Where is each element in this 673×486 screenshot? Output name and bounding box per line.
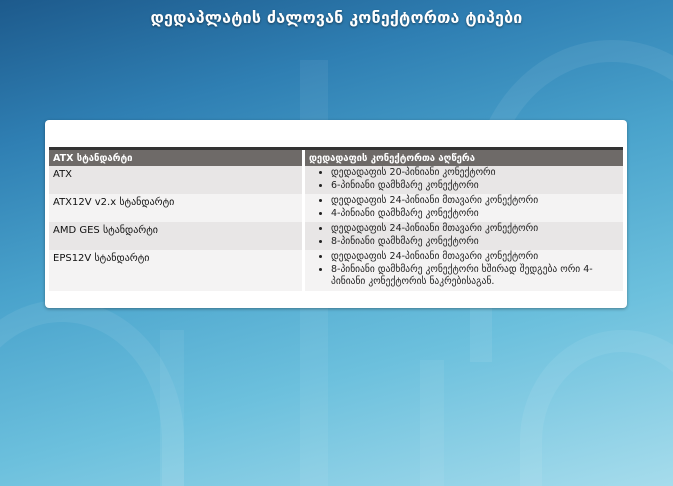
list-item: • 6-პინიანი დამხმარე კონექტორი (331, 180, 619, 193)
table-row (49, 250, 623, 291)
list-item: • 4-პინიანი დამხმარე კონექტორი (331, 208, 619, 221)
header-standard: ATX სტანდარტი (49, 150, 305, 166)
connector-table-card (45, 120, 627, 308)
list-item: • დედადაფის 24-პინიანი მთავარი კონექტორი (331, 195, 619, 208)
standard-name: ATX (49, 166, 305, 194)
table-row (49, 166, 623, 194)
list-item: • 8-პინიანი დამხმარე კონექტორი (331, 236, 619, 249)
list-item: • 8-პინიანი დამხმარე კონექტორი ხშირად შედგება ორი 4-პინიანი კონექტორის ნაკრებისაგან. (331, 264, 619, 289)
standard-name: AMD GES სტანდარტი (49, 222, 305, 250)
page-title: დედაპლატის ძალოვან კონექტორთა ტიპები (150, 8, 523, 27)
header-description: დედადაფის კონექტორთა აღწერა (305, 150, 623, 166)
standard-name: ATX12V v2.x სტანდარტი (49, 194, 305, 222)
list-item: • დედადაფის 20-პინიანი კონექტორი (331, 167, 619, 180)
table-row (49, 194, 623, 222)
list-item: • დედადაფის 24-პინიანი მთავარი კონექტორი (331, 223, 619, 236)
standard-name: EPS12V სტანდარტი (49, 250, 305, 291)
list-item: • დედადაფის 24-პინიანი მთავარი კონექტორი (331, 251, 619, 264)
connector-table (49, 147, 623, 291)
table-row (49, 222, 623, 250)
